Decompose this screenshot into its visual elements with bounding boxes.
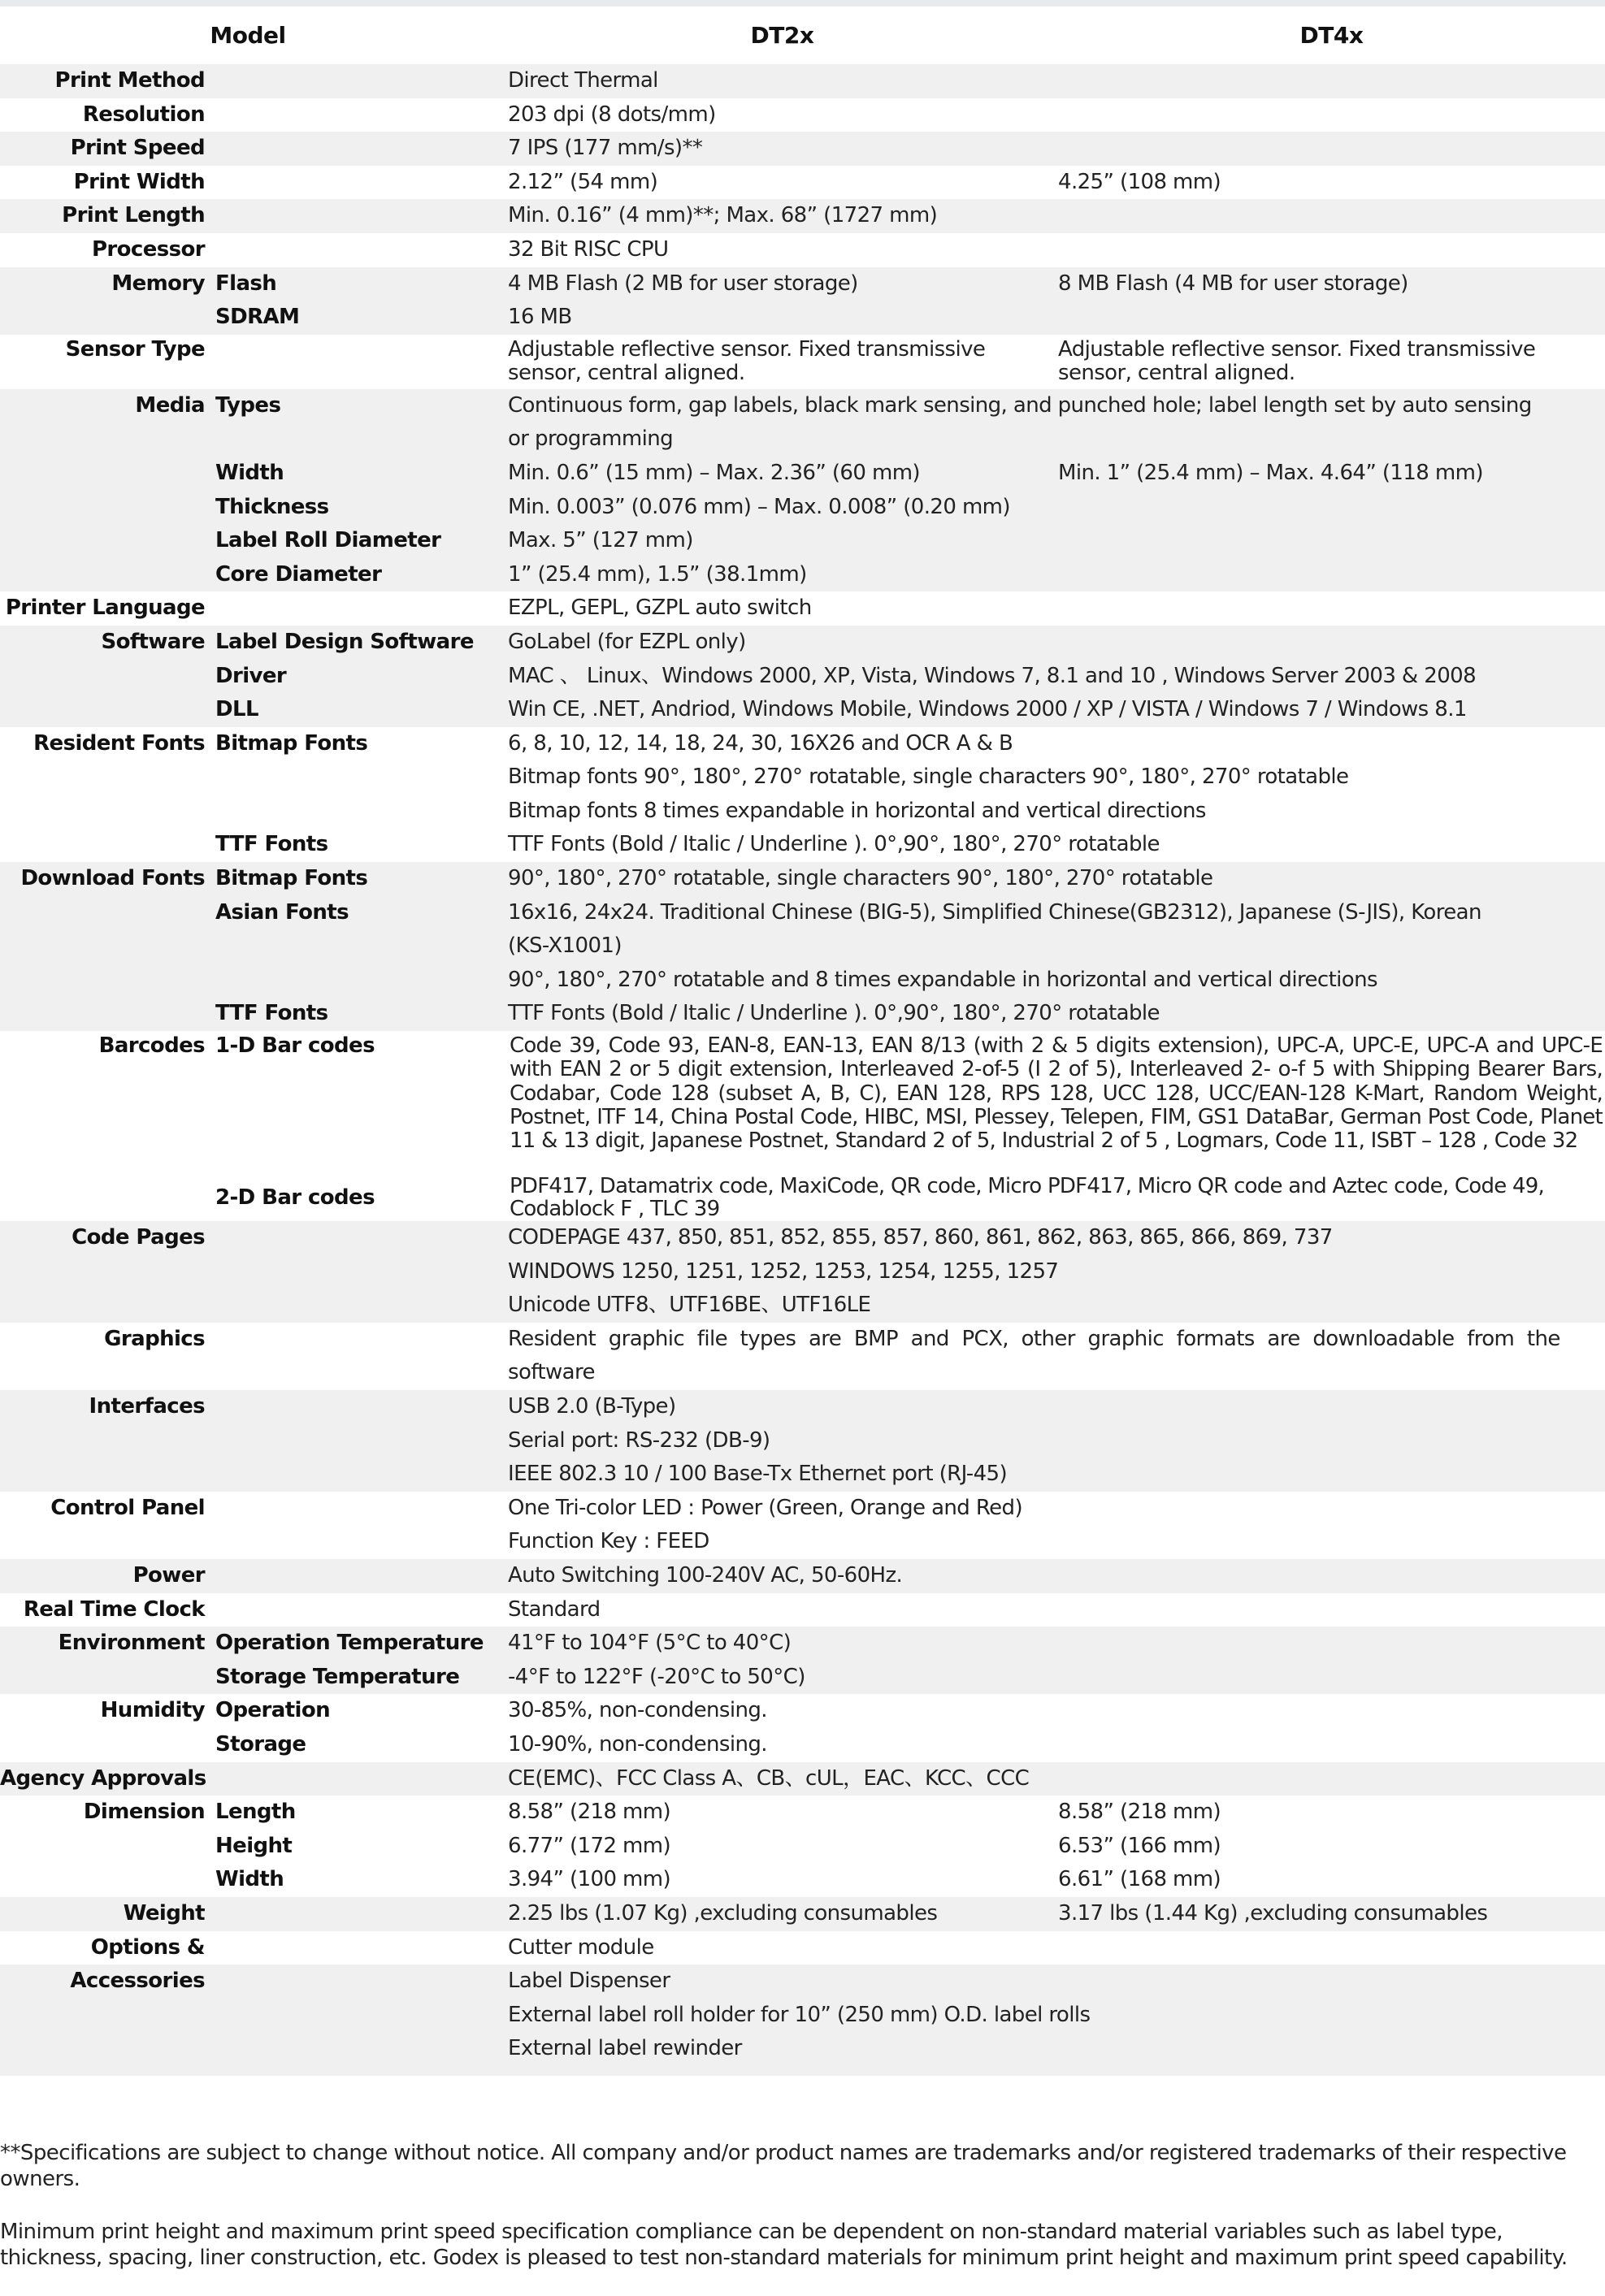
value-dt2x: Min. 0.16” (4 mm)**; Max. 68” (1727 mm) [508,203,938,228]
row-label: Accessories [70,1969,205,1994]
sub-label: SDRAM [215,305,300,330]
sub-label: Storage Temperature [215,1664,460,1689]
sub-label: Length [215,1800,296,1825]
table-header [0,6,1605,64]
row-label: Memory [111,271,205,296]
value-dt2x: Continuous form, gap labels, black mark sensing, and punched hole; label length set by auto sensing [508,392,1532,418]
row-label: Print Speed [70,136,205,161]
value-dt2x: 1” (25.4 mm), 1.5” (38.1mm) [508,561,807,587]
row-interfaces [0,1390,1605,1492]
sub-label: Label Roll Diameter [215,528,441,553]
value-dt2x: Resident graphic file types are BMP and PCX, other graphic formats are downloadable from the [508,1326,1560,1351]
value-dt2x: 7 IPS (177 mm/s)** [508,136,703,161]
value-dt2x: Min. 0.003” (0.076 mm) – Max. 0.008” (0.20 mm) [508,494,1010,519]
value-dt2x: 16x16, 24x24. Traditional Chinese (BIG-5), Simplified Chinese(GB2312), Japanese (S-JIS), Korean [508,899,1481,925]
row-label: Print Length [62,203,205,228]
value-dt2x: External label rewinder [508,2036,742,2061]
value-dt2x: PDF417, Datamatrix code, MaxiCode, QR code, Micro PDF417, Micro QR code and Aztec code, Code 49, Codablock F , TLC 39 [510,1174,1545,1222]
value-dt2x: Unicode UTF8、UTF16BE、UTF16LE [508,1293,871,1318]
row-label: Barcodes [98,1033,205,1059]
sub-label: Operation [215,1698,331,1723]
row-label: Print Method [54,68,205,93]
sub-label: Bitmap Fonts [215,730,368,756]
row-graphics [0,1323,1605,1390]
value-dt2x: 203 dpi (8 dots/mm) [508,102,716,127]
value-dt4x: 4.25” (108 mm) [1058,169,1221,194]
row-label: Printer Language [5,596,205,621]
sub-label: Storage [215,1731,306,1757]
value-dt2x: CODEPAGE 437, 850, 851, 852, 855, 857, 860, 861, 862, 863, 865, 866, 869, 737 [508,1225,1333,1250]
row-label: Processor [91,236,205,262]
sub-label: DLL [215,697,258,722]
value-dt2x: Max. 5” (127 mm) [508,528,693,553]
value-dt2x: Adjustable reflective sensor. Fixed transmissive sensor, central aligned. [508,336,986,385]
sub-label: Types [215,392,281,418]
value-dt2x: Min. 0.6” (15 mm) – Max. 2.36” (60 mm) [508,460,920,485]
value-dt2x: 16 MB [508,305,572,330]
value-dt2x: 4 MB Flash (2 MB for user storage) [508,271,858,296]
value-dt4x: 3.17 lbs (1.44 Kg) ,excluding consumables [1058,1900,1488,1926]
row-download-fonts [0,862,1605,1031]
value-dt2x: MAC 、 Linux、Windows 2000, XP, Vista, Windows 7, 8.1 and 10 , Windows Server 2003 & 2008 [508,663,1477,688]
value-dt2x: IEEE 802.3 10 / 100 Base-Tx Ethernet port (RJ-45) [508,1462,1007,1487]
row-print-method [0,64,1605,98]
row-label: Real Time Clock [23,1596,205,1622]
sub-label: Core Diameter [215,561,382,587]
row-dimension [0,1796,1605,1897]
row-label: Resolution [82,102,205,127]
value-dt2x: GoLabel (for EZPL only) [508,629,746,654]
sub-label: TTF Fonts [215,1001,328,1026]
value-dt2x: 6, 8, 10, 12, 14, 18, 24, 30, 16X26 and OCR A & B [508,730,1013,756]
row-control-panel [0,1492,1605,1559]
header-model: Model [210,22,286,49]
value-dt4x: Min. 1” (25.4 mm) – Max. 4.64” (118 mm) [1058,460,1483,485]
row-software [0,626,1605,727]
row-label: Options & [90,1934,205,1960]
row-label: Sensor Type [65,336,205,362]
row-sensor-type [0,335,1605,389]
value-dt4x: 8.58” (218 mm) [1058,1800,1221,1825]
spec-table [0,6,1605,2076]
value-dt2x: -4°F to 122°F (-20°C to 50°C) [508,1664,805,1689]
row-power [0,1559,1605,1593]
value-dt2x: One Tri-color LED : Power (Green, Orange and Red) [508,1495,1023,1520]
footnote-trademarks: **Specifications are subject to change without notice. All company and/or product names are trademarks and/or registered trademarks of their respective owners. [0,2141,1567,2191]
row-barcodes [0,1031,1605,1221]
row-label: Control Panel [50,1495,205,1520]
sub-label: 2-D Bar codes [215,1185,375,1211]
value-dt2x: Bitmap fonts 90°, 180°, 270° rotatable, single characters 90°, 180°, 270° rotatable [508,765,1349,790]
value-dt2x: Win CE, .NET, Andriod, Windows Mobile, Windows 2000 / XP / VISTA / Windows 7 / Windows 8.1 [508,697,1467,722]
row-memory [0,267,1605,335]
value-dt2x: Direct Thermal [508,68,658,93]
row-label: Media [135,392,205,418]
value-dt2x: 6.77” (172 mm) [508,1833,671,1858]
sub-label: Operation Temperature [215,1631,484,1656]
row-label: Agency Approvals [0,1765,206,1791]
row-label: Interfaces [89,1394,205,1419]
value-dt2x: Bitmap fonts 8 times expandable in horizontal and vertical directions [508,798,1206,823]
row-media [0,389,1605,592]
sub-label: Width [215,1867,284,1892]
row-accessories [0,1965,1605,2076]
value-dt2x: CE(EMC)、FCC Class A、CB、cUL，EAC、KCC、CCC [508,1765,1030,1791]
row-code-pages [0,1221,1605,1323]
row-resident-fonts [0,727,1605,862]
value-dt2x: 41°F to 104°F (5°C to 40°C) [508,1631,792,1656]
row-print-speed [0,132,1605,166]
value-dt2x-cont: software [508,1360,595,1385]
value-dt2x: 10-90%, non-condensing. [508,1731,767,1757]
row-label: Download Fonts [20,866,205,891]
row-label: Weight [123,1900,205,1926]
value-dt2x: 2.25 lbs (1.07 Kg) ,excluding consumables [508,1900,938,1926]
value-dt2x: Code 39, Code 93, EAN-8, EAN-13, EAN 8/13 (with 2 & 5 digits extension), UPC-A, UPC-E, UPC-A and UPC-E with EAN 2 or 5 digit extension, Interleaved 2-of-5 (I 2 of 5), Interleaved 2- o-f 5 with Shipping Bearer Bars, Codabar, Code 128 (subset A, B, C), EAN 128, RPS 128, UCC 128, UCC/EAN-128 K-Mart, Random Weight, Postnet, ITF 14, China Postal Code, HIBC, MSI, Plessey, Telepen, FIM, GS1 DataBar, German Post Code, Planet 11 & 13 digit, Japanese Postnet, Standard 2 of 5, Industrial 2 of 5 , Logmars, Code 11, ISBT – 128 , Code 32 [510,1033,1603,1154]
row-weight [0,1897,1605,1931]
value-dt2x: WINDOWS 1250, 1251, 1252, 1253, 1254, 1255, 1257 [508,1258,1059,1284]
sub-label: Bitmap Fonts [215,866,368,891]
value-dt2x: EZPL, GEPL, GZPL auto switch [508,596,812,621]
value-dt4x: Adjustable reflective sensor. Fixed transmissive sensor, central aligned. [1058,336,1536,385]
value-dt4x: 8 MB Flash (4 MB for user storage) [1058,271,1408,296]
value-dt2x: USB 2.0 (B-Type) [508,1394,676,1419]
row-label: Environment [58,1631,205,1656]
footnote-print-compliance: Minimum print height and maximum print speed specification compliance can be dependent on non-standard material variables such as label type, thickness, spacing, liner construction, etc. Godex is pleased to test non-standard materials for minimum print height and maximum print speed capability. [0,2220,1568,2270]
value-dt4x: 6.61” (168 mm) [1058,1867,1221,1892]
sub-label: Height [215,1833,293,1858]
header-dt4x: DT4x [1299,22,1364,49]
sub-label: Width [215,460,284,485]
row-label: Graphics [104,1326,205,1351]
value-dt2x: Cutter module [508,1934,654,1960]
value-dt2x: Standard [508,1596,601,1622]
value-dt2x: 3.94” (100 mm) [508,1867,671,1892]
value-dt2x: 8.58” (218 mm) [508,1800,671,1825]
value-dt2x: TTF Fonts (Bold / Italic / Underline ). 0°,90°, 180°, 270° rotatable [508,832,1160,857]
row-label: Humidity [100,1698,205,1723]
top-border [0,0,1605,6]
value-dt2x: Function Key : FEED [508,1529,709,1554]
row-printer-language [0,591,1605,626]
sub-label: Flash [215,271,277,296]
row-processor [0,233,1605,267]
value-dt2x: Label Dispenser [508,1969,670,1994]
row-label: Resident Fonts [33,730,205,756]
row-print-length [0,199,1605,233]
row-environment [0,1627,1605,1694]
row-options [0,1931,1605,1965]
value-dt2x-cont: or programming [508,427,673,452]
row-resolution [0,98,1605,132]
row-label: Print Width [73,169,205,194]
value-dt2x: 90°, 180°, 270° rotatable, single characters 90°, 180°, 270° rotatable [508,866,1213,891]
header-dt2x: DT2x [750,22,814,49]
value-dt2x: TTF Fonts (Bold / Italic / Underline ). 0°,90°, 180°, 270° rotatable [508,1001,1160,1026]
row-label: Code Pages [72,1225,205,1250]
value-dt2x: 90°, 180°, 270° rotatable and 8 times expandable in horizontal and vertical directions [508,967,1377,992]
row-label: Software [101,629,205,654]
sub-label: Label Design Software [215,629,474,654]
row-real-time-clock [0,1593,1605,1627]
value-dt2x: Auto Switching 100-240V AC, 50-60Hz. [508,1562,903,1588]
value-dt2x: 2.12” (54 mm) [508,169,658,194]
sub-label: Asian Fonts [215,899,349,925]
row-label: Power [132,1562,205,1588]
value-dt2x: 32 Bit RISC CPU [508,236,669,262]
value-dt2x: 30-85%, non-condensing. [508,1698,767,1723]
row-agency-approvals [0,1762,1605,1796]
value-dt2x: Serial port: RS-232 (DB-9) [508,1427,770,1453]
row-print-width [0,166,1605,200]
sub-label: TTF Fonts [215,832,328,857]
sub-label: 1-D Bar codes [215,1033,375,1059]
value-dt4x: 6.53” (166 mm) [1058,1833,1221,1858]
sub-label: Driver [215,663,287,688]
row-humidity [0,1694,1605,1761]
row-label: Dimension [83,1800,205,1825]
sub-label: Thickness [215,494,329,519]
value-dt2x: External label roll holder for 10” (250 mm) O.D. label rolls [508,2002,1091,2027]
value-dt2x: (KS-X1001) [508,934,622,959]
